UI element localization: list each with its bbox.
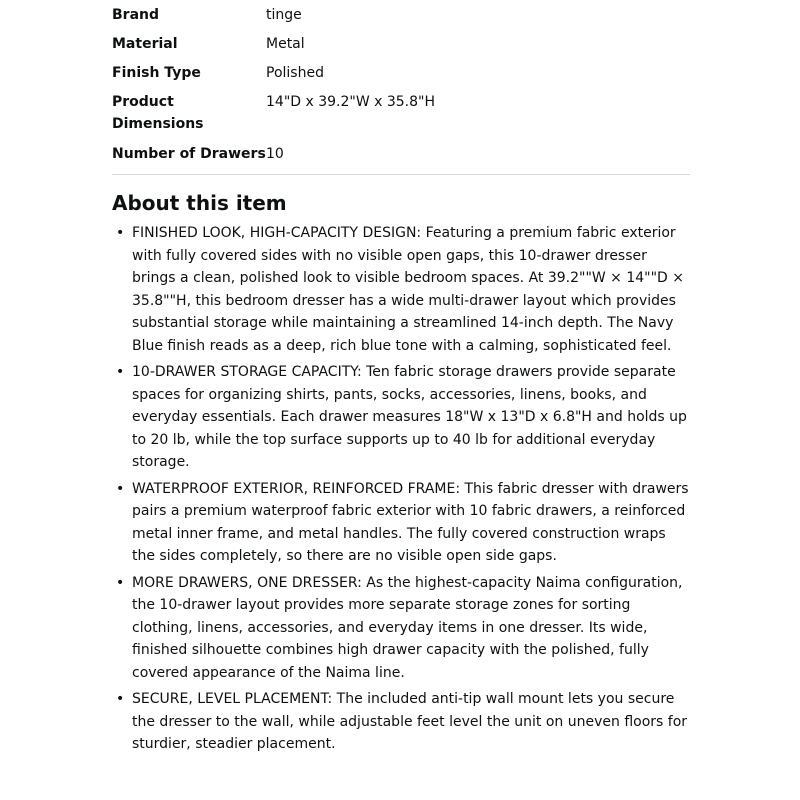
about-bullet-list — [112, 222, 690, 760]
bullet-text: SECURE, LEVEL PLACEMENT: The included anti-tip wall mount lets you secure the dresser to the wall, while adjustable feet level the unit on uneven floors for sturdier, steadier placement. — [132, 691, 688, 752]
bullet-item — [112, 688, 690, 756]
spec-label: Number of Drawers — [112, 146, 266, 162]
bullet-text: 10-DRAWER STORAGE CAPACITY: Ten fabric storage drawers provide separate spaces for organizing shirts, pants, socks, accessories, linens, books, and everyday essentials. Each drawer measures 18"W x 13"D x 6.8"H and holds up to 20 lb, while the top surface supports up to 40 lb for additional everyday storage. — [132, 364, 687, 470]
spec-value: tinge — [266, 7, 302, 23]
spec-row-product-dimensions — [112, 91, 690, 135]
bullet-point: • — [116, 225, 125, 241]
spec-label: Brand — [112, 7, 160, 23]
bullet-text: MORE DRAWERS, ONE DRESSER: As the highest-capacity Naima configuration, the 10-drawer layout provides more separate storage zones for sorting clothing, linens, accessories, and everyday items in one dresser. Its wide, finished silhouette combines high drawer capacity with the polished, fully covered appearance of the Naima line. — [132, 574, 683, 681]
bullet-item — [112, 478, 690, 568]
spec-value: Polished — [266, 65, 324, 81]
spec-label: Product Dimensions — [112, 94, 204, 132]
spec-row-number-of-drawers — [112, 143, 690, 165]
bullet-point: • — [116, 691, 125, 707]
spec-row-finish-type — [112, 62, 690, 84]
bullet-point: • — [116, 364, 125, 380]
bullet-item — [112, 572, 690, 685]
bullet-point: • — [116, 480, 125, 497]
bullet-text: FINISHED LOOK, HIGH-CAPACITY DESIGN: Featuring a premium fabric exterior with fully covered sides with no visible open gaps, this 10-drawer dresser brings a clean, polished look to visible bedroom spaces. At 39.2""W × 14""D × 35.8""H, this bedroom dresser has a wide multi-drawer layout which provides substantial storage while maintaining a streamlined 14-inch depth. The Navy Blue finish reads as a deep, rich blue tone with a calming, sophisticated feel. — [132, 225, 685, 354]
spec-value: 10 — [266, 146, 284, 162]
bullet-item — [112, 222, 690, 357]
spec-row-material — [112, 33, 690, 55]
spec-label: Finish Type — [112, 65, 201, 81]
bullet-point: • — [116, 574, 125, 591]
spec-label: Material — [112, 36, 178, 52]
spec-row-brand — [112, 4, 690, 26]
spec-value: Metal — [266, 36, 305, 52]
section-divider — [112, 174, 690, 175]
bullet-text: WATERPROOF EXTERIOR, REINFORCED FRAME: This fabric dresser with drawers pairs a premium waterproof fabric exterior with 10 fabric drawers, a reinforced metal inner frame, and metal handles. The fully covered construction wraps the sides completely, so there are no visible open side gaps. — [132, 480, 689, 564]
bullet-item — [112, 361, 690, 474]
spec-value: 14"D x 39.2"W x 35.8"H — [266, 94, 435, 110]
about-heading: About this item — [112, 191, 287, 215]
